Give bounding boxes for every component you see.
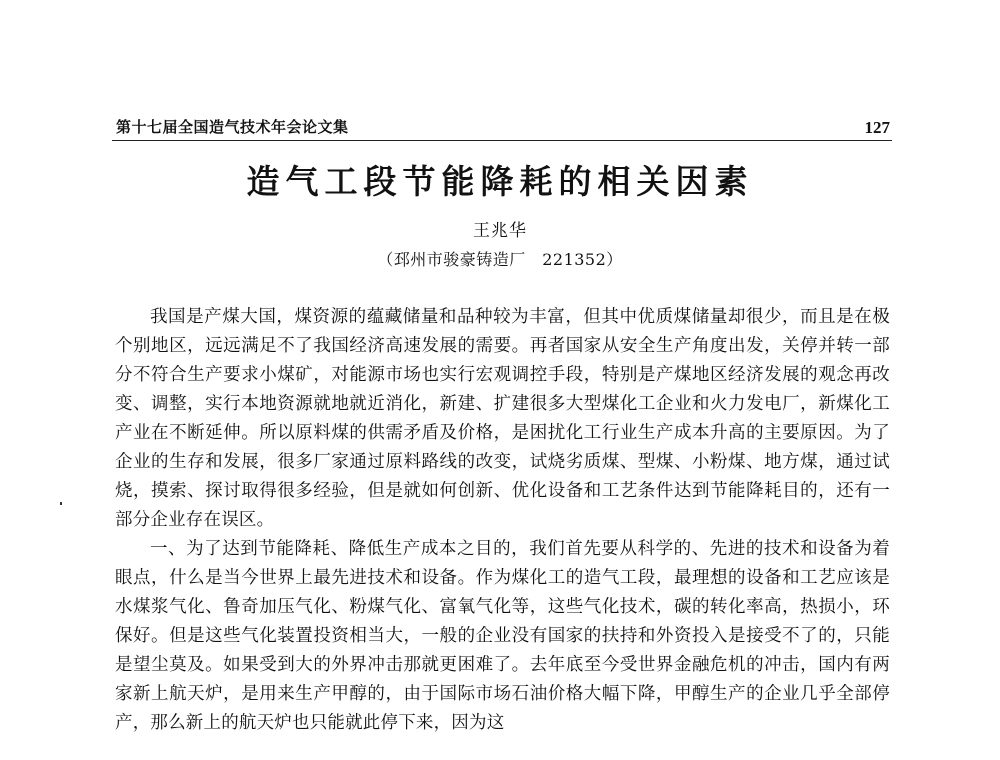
page-number: 127 <box>864 118 890 137</box>
journal-title: 第十七届全国造气技术年会论文集 <box>116 118 349 136</box>
paragraph-section-1: 一、为了达到节能降耗、降低生产成本之目的，我们首先要从科学的、先进的技术和设备为着眼点，什么是当今世界上最先进技术和设备。作为煤化工的造气工段，最理想的设备和工艺应该是水煤浆气化、鲁奇加压气化、粉煤气化、富氧气化等，这些气化技术，碳的转化率高，热损小，环保好。但是这些气化装置投资相当大，一般的企业没有国家的扶持和外资投入是接受不了的，只能是望尘莫及。如果受到大的外界冲击那就更困难了。去年底至今受世界金融危机的冲击，国内有两家新上航天炉，是用来生产甲醇的，由于国际市场石油价格大幅下降，甲醇生产的企业几乎全部停产，那么新上的航天炉也只能就此停下来，因为这 <box>115 539 890 733</box>
margin-mark <box>60 502 62 505</box>
author-name: 王兆华 <box>473 221 527 241</box>
paragraph-intro: 我国是产煤大国，煤资源的蕴藏储量和品种较为丰富，但其中优质煤储量却很少，而且是在极个别地区，远远满足不了我国经济高速发展的需要。再者国家从安全生产角度出发，关停并转一部分不符合生产要求小煤矿，对能源市场也实行宏观调控手段，特别是产煤地区经济发展的观念再改变、调整，实行本地资源就地就近消化，新建、扩建很多大型煤化工企业和火力发电厂，新煤化工产业在不断延伸。所以原料煤的供需矛盾及价格，是困扰化工行业生产成本升高的主要原因。为了企业的生存和发展，很多厂家通过原料路线的改变，试烧劣质煤、型煤、小粉煤、地方煤，通过试烧，摸索、探讨取得很多经验，但是就如何创新、优化设备和工艺条件达到节能降耗目的，还有一部分企业存在误区。 <box>115 307 890 530</box>
article-title: 造气工段节能降耗的相关因素 <box>246 162 754 201</box>
running-header <box>112 114 892 141</box>
author-affiliation: （邳州市骏豪铸造厂 221352） <box>377 250 623 269</box>
body-text <box>115 303 890 738</box>
